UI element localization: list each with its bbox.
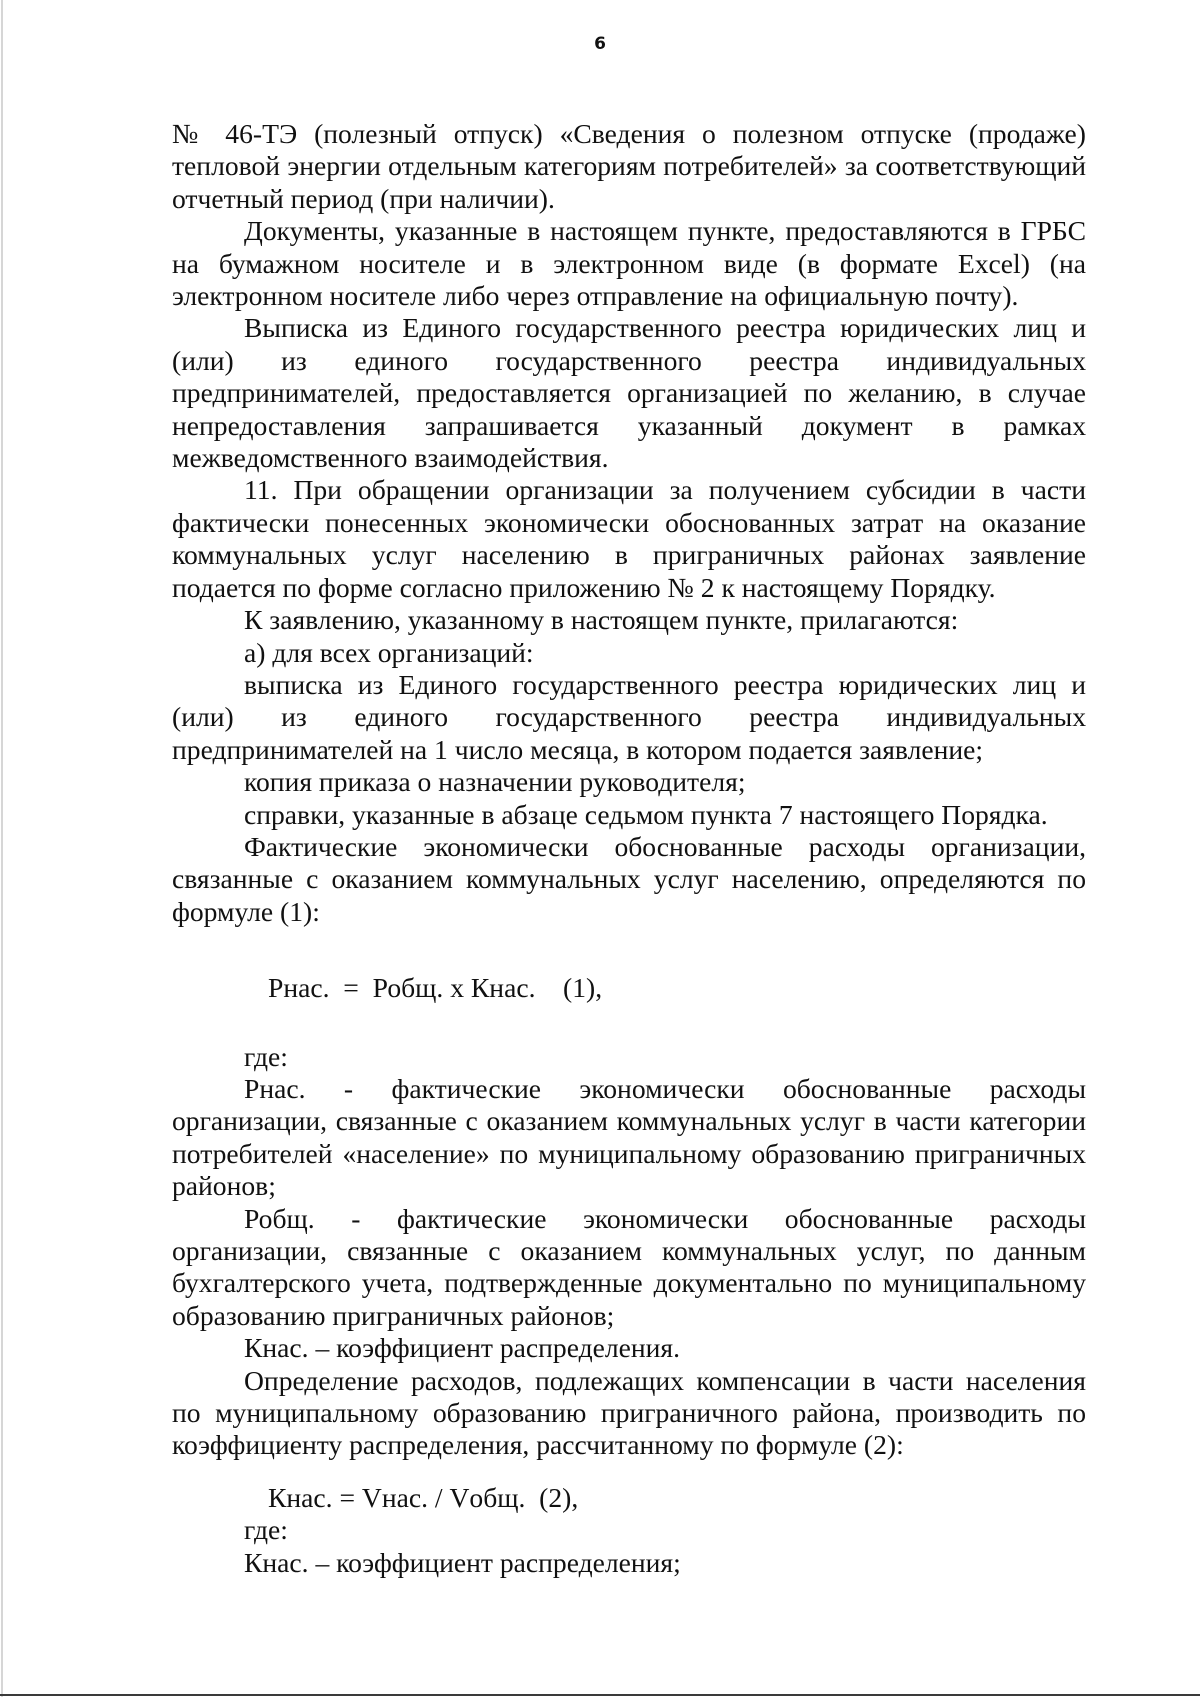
paragraph-14: Кнас. – коэффициент распределения. [244, 1332, 681, 1364]
paragraph-5: К заявлению, указанному в настоящем пункте, прилагаются: [244, 604, 959, 636]
page-edge-left [1, 0, 3, 1697]
document-body [172, 118, 1086, 1579]
paragraph-10: Фактические экономически обоснованные расходы организации, связанные с оказанием коммунальных услуг населению, определяются по формуле (1): [172, 830, 1086, 927]
paragraph-12: Рнас. - фактические экономически обоснованные расходы организации, связанные с оказанием коммунальных услуг в части категории потребителей «население» по муниципальному образованию приграничных районов; [172, 1072, 1086, 1202]
page-edge-bottom [0, 1694, 1200, 1696]
paragraph-13: Робщ. - фактические экономически обоснованные расходы организации, связанные с оказанием коммунальных услуг, по данным бухгалтерского учета, подтвержденные документально по муниципальному образованию приграничных районов; [172, 1202, 1086, 1331]
formula-2: Кнас. = Vнас. / Vобщ. (2), [268, 1481, 579, 1513]
paragraph-15: Определение расходов, подлежащих компенсации в части населения по муниципальному образованию приграничного района, производить по коэффициенту распределения, рассчитанному по формуле (2): [172, 1364, 1086, 1461]
page-number: 6 [594, 34, 606, 54]
paragraph-2: Документы, указанные в настоящем пункте, предоставляются в ГРБС на бумажном носителе и в электронном виде (в формате Excel) (на электронном носителе либо через отправление на официальную почту). [172, 215, 1086, 312]
paragraph-3: Выписка из Единого государственного реестра юридических лиц и (или) из единого государственного реестра индивидуальных предпринимателей, предоставляется организацией по желанию, в случае непредоставления запрашивается указанный документ в рамках межведомственного взаимодействия. [172, 312, 1086, 474]
paragraph-16: где: [244, 1514, 288, 1546]
paragraph-17: Кнас. – коэффициент распределения; [244, 1546, 681, 1578]
paragraph-9: справки, указанные в абзаце седьмом пункта 7 настоящего Порядка. [244, 798, 1048, 830]
spacer [172, 1005, 1086, 1041]
formula-1: Рнас. = Робщ. х Кнас. (1), [268, 972, 603, 1004]
paragraph-1: № 46-ТЭ (полезный отпуск) «Сведения о полезном отпуске (продаже) тепловой энергии отдельным категориям потребителей» за соответствующий отчетный период (при наличии). [172, 118, 1086, 214]
paragraph-6: а) для всех организаций: [244, 636, 534, 668]
spacer [172, 928, 1086, 972]
paragraph-11: где: [244, 1040, 288, 1072]
paragraph-7: выписка из Единого государственного реестра юридических лиц и (или) из единого государственного реестра индивидуальных предпринимателей на 1 число месяца, в котором подается заявление; [172, 668, 1086, 765]
spacer [172, 1462, 1086, 1482]
paragraph-4: 11. При обращении организации за получением субсидии в части фактически понесенных экономически обоснованных затрат на оказание коммунальных услуг населению в приграничных районах заявление подается по форме согласно приложению № 2 к настоящему Порядку. [172, 474, 1086, 603]
paragraph-8: копия приказа о назначении руководителя; [244, 766, 746, 798]
